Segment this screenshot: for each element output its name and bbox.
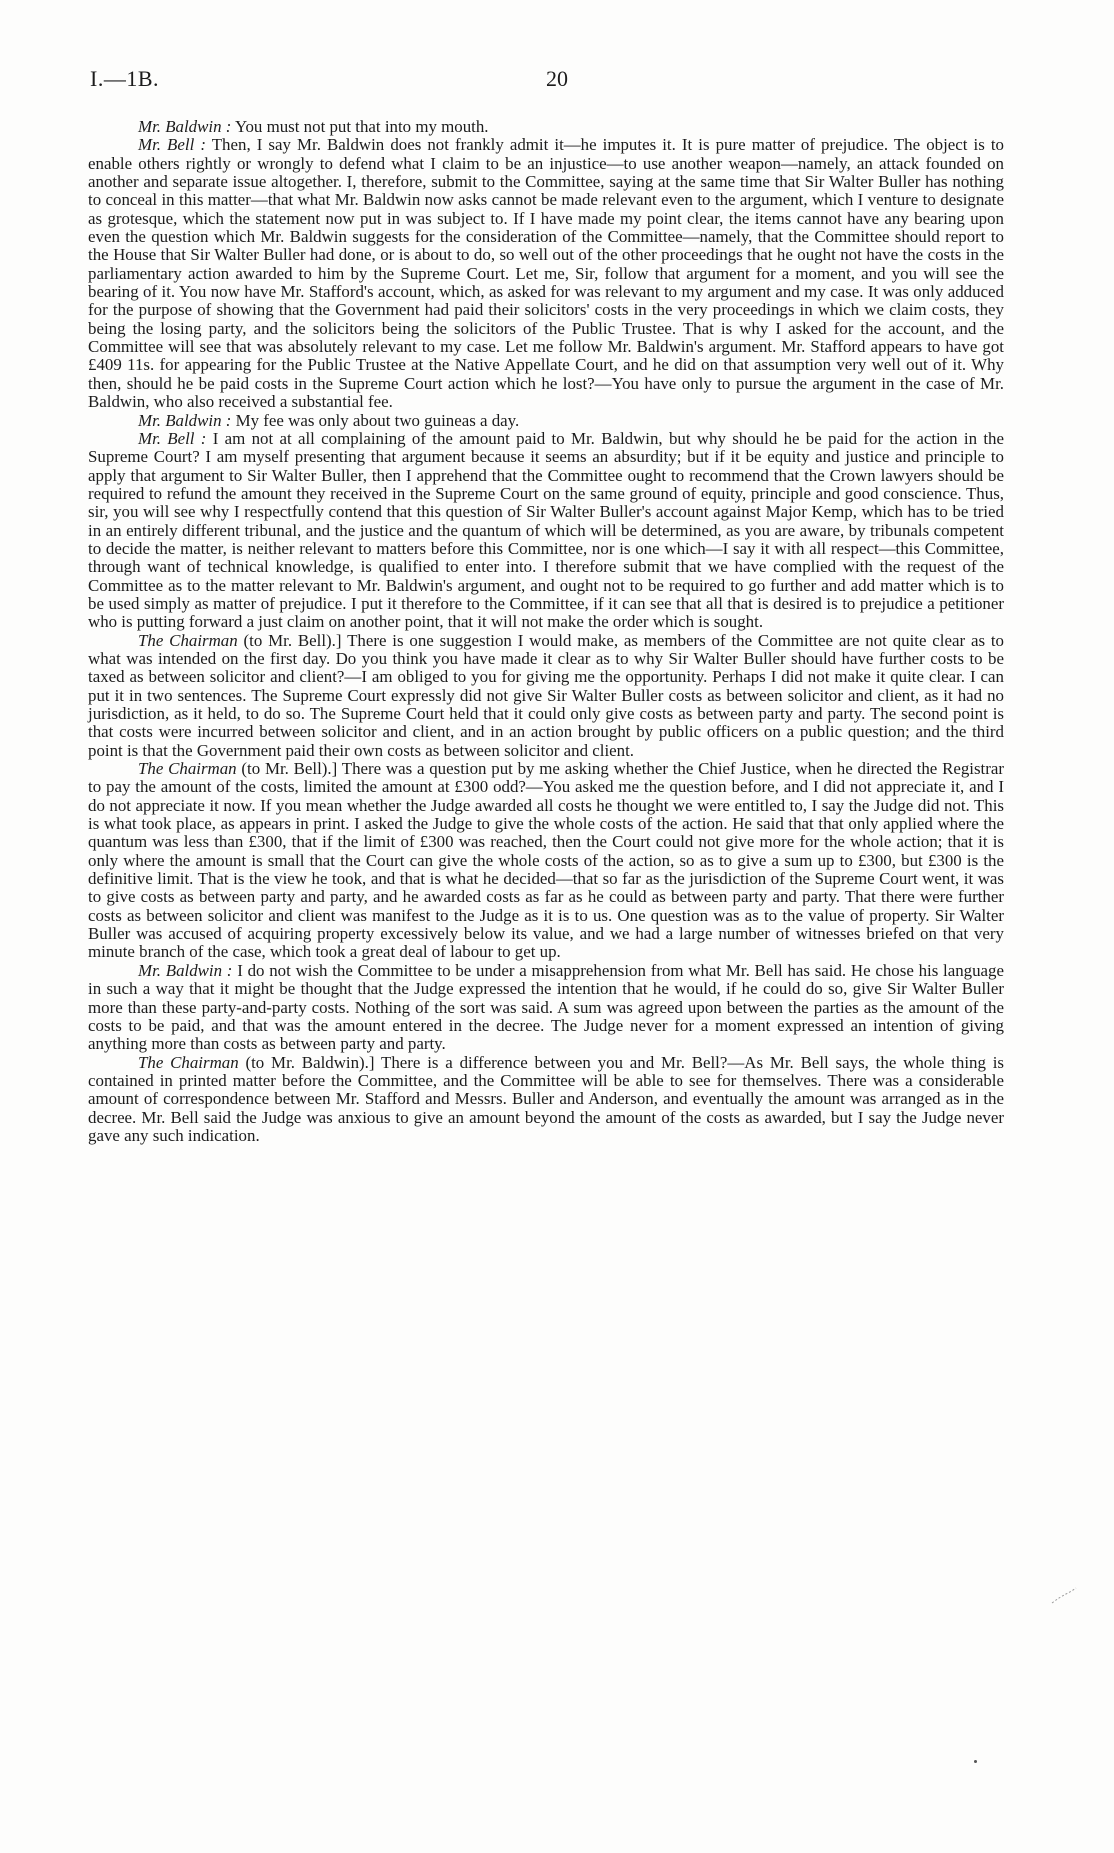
speaker-name: Mr. Baldwin : — [138, 117, 232, 136]
speaker-address: (to Mr. Bell).] — [237, 630, 342, 650]
transcript-paragraph — [88, 430, 1004, 632]
speaker-name: The Chairman — [138, 630, 238, 650]
speaker-address: (to Mr. Baldwin).] — [238, 1052, 375, 1072]
document-reference: I.—1B. — [90, 66, 159, 91]
paragraph-text: I do not wish the Committee to be under a misapprehension from what Mr. Bell has said. He chose his language in such a way that it might be thought that the Judge expressed the intention that he would, if he could do so, give Sir Walter Buller more than these party-and-party costs. Nothing of the sort was said. A sum was agreed upon between the parties as the amount of the costs to be paid, and that was the amount entered in the decree. The Judge never for a moment expressed an intention of giving anything more than costs as between party and party. — [88, 960, 1004, 1054]
speaker-address: (to Mr. Bell).] — [236, 759, 338, 779]
transcript-paragraph — [88, 118, 1004, 136]
paragraph-text: There was a question put by me asking whether the Chief Justice, when he directed the Registrar to pay the amount of the costs, limited the amount at £300 odd?—You asked me the question before, and I did not appreciate it, and I do not appreciate it now. If you mean whether the Judge awarded all costs he thought we were entitled to, I say the Judge did not. This is what took place, as appears in print. I asked the Judge to give the whole costs of the action. He said that that only applied where the quantum was less than £300, that if the limit of £300 was reached, then the Court could not give more for the whole action; that it is only where the amount is small that the Court can give the whole costs of the action, so as to give a sum up to £300, but £300 is the definitive limit. That is the view he took, and that is what he decided—that so far as the jurisdiction of the Supreme Court went, it was to give costs as between party and party, and he awarded costs as far as he could as between party and party. That there were further costs as between solicitor and client was manifest to the Judge as it is to us. One question was as to the value of property. Sir Walter Buller was accused of acquiring property excessively below its value, and we had a large number of witnesses briefed on that very minute branch of the case, which took a great deal of labour to get up. — [88, 759, 1004, 962]
paragraph-text: I am not at all complaining of the amount paid to Mr. Baldwin, but why should he be paid for the action in the Supreme Court? I am myself presenting that argument because it seems an absurdity; but if it be equity and justice and principle to apply that argument to Sir Walter Buller, then I apprehend that the Committee ought to recommend that the Crown lawyers should be required to refund the amount they received in the Supreme Court on the same ground of equity, principle and good conscience. Thus, sir, you will see why I respectfully contend that this question of Sir Walter Buller's account against Major Kemp, which has to be tried in an entirely different tribunal, and the justice and the quantum of which will be determined, as you are aware, by tribunals competent to decide the matter, is neither relevant to matters before this Committee, nor is one which—I say it with all respect—this Committee, through want of technical knowledge, is qualified to enter into. I therefore submit that we have complied with the request of the Committee as to the matter relevant to Mr. Baldwin's argument, and ought not to be required to go further and add matter which is to be used simply as matter of prejudice. I put it therefore to the Committee, if it can see that all that is desired is to prejudice a petitioner who is putting forward a just claim on another point, that it will not make the order which is sought. — [88, 428, 1004, 632]
paragraph-text: My fee was only about two guineas a day. — [235, 410, 520, 430]
transcript-paragraph — [88, 632, 1004, 760]
speaker-name: Mr. Baldwin : — [138, 410, 232, 430]
transcript-paragraph — [88, 412, 1004, 430]
transcript-paragraph — [88, 1054, 1004, 1146]
transcript-paragraph — [88, 760, 1004, 962]
pencil-mark — [1050, 1585, 1078, 1607]
transcript-body — [88, 118, 1004, 1145]
paragraph-text: There is one suggestion I would make, as members of the Committee are not quite clear as to what was intended on the first day. Do you think you have made it clear as to why Sir Walter Buller should have further costs to be taxed as between solicitor and client?—I am obliged to you for giving me the opportunity. Perhaps I did not make it quite clear. I can put it in two sentences. The Supreme Court expressly did not give Sir Walter Buller costs as between solicitor and client, as it had no jurisdiction, as it held, to do so. The Supreme Court held that it could only give costs as between party and party. The second point is that costs were incurred between solicitor and client, and in an action brought by public officers on a public question; and the third point is that the Government paid their own costs as between solicitor and client. — [88, 630, 1004, 760]
paragraph-text: Then, I say Mr. Baldwin does not frankly admit it—he imputes it. It is pure matter of prejudice. The object is to enable others rightly or wrongly to defend what I claim to be an injustice—to use another weapon—namely, an attack founded on another and separate issue altogether. I, therefore, submit to the Committee, saying at the same time that Sir Walter Buller has nothing to conceal in this matter—that what Mr. Baldwin now asks cannot be made relevant even to the argument, which I venture to designate as grotesque, which the statement now put in was subject to. If I have made my point clear, the items cannot have any bearing upon even the question which Mr. Baldwin suggests for the consideration of the Committee—namely, that the Committee should report to the House that Sir Walter Buller had done, or is about to do, so well out of the other proceedings that he ought not have the costs in the parliamentary action awarded to him by the Supreme Court. Let me, Sir, follow that argument for a moment, and you will see the bearing of it. You now have Mr. Stafford's account, which, as asked for was relevant to my argument and my case. It was only adduced for the purpose of showing that the Government had paid their solicitors' costs in the very proceedings in which we claim costs, they being the losing party, and the solicitors being the solicitors of the Public Trustee. That is why I asked for the account, and the Committee will see that was absolutely relevant to my case. Let me follow Mr. Baldwin's argument. Mr. Stafford appears to have got £409 11s. for appearing for the Public Trustee at the Native Appellate Court, and he did on that assumption very well out of it. Why then, should he be paid costs in the Supreme Court action which he lost?—You have only to pursue the argument in the case of Mr. Baldwin, who also received a substantial fee. — [88, 135, 1004, 412]
ink-speck — [974, 1760, 977, 1763]
transcript-paragraph — [88, 962, 1004, 1054]
transcript-paragraph — [88, 136, 1004, 411]
page-number: 20 — [546, 66, 568, 91]
speaker-name: The Chairman — [138, 759, 237, 779]
paragraph-text: You must not put that into my mouth. — [234, 117, 489, 136]
speaker-name: Mr. Bell : — [138, 428, 207, 448]
speaker-name: Mr. Baldwin : — [138, 960, 233, 980]
paragraph-text: There is a difference between you and Mr. Bell?—As Mr. Bell says, the whole thing is contained in printed matter before the Committee, and the Committee will be able to see for themselves. There was a considerable amount of correspondence between Mr. Stafford and Messrs. Buller and Anderson, and eventually the amount was arranged as in the decree. Mr. Bell said the Judge was anxious to give an amount beyond the amount of the costs as awarded, but I say the Judge never gave any such indication. — [88, 1052, 1005, 1145]
speaker-name: Mr. Bell : — [138, 135, 206, 155]
page-header — [90, 66, 1024, 96]
speaker-name: The Chairman — [138, 1052, 239, 1072]
